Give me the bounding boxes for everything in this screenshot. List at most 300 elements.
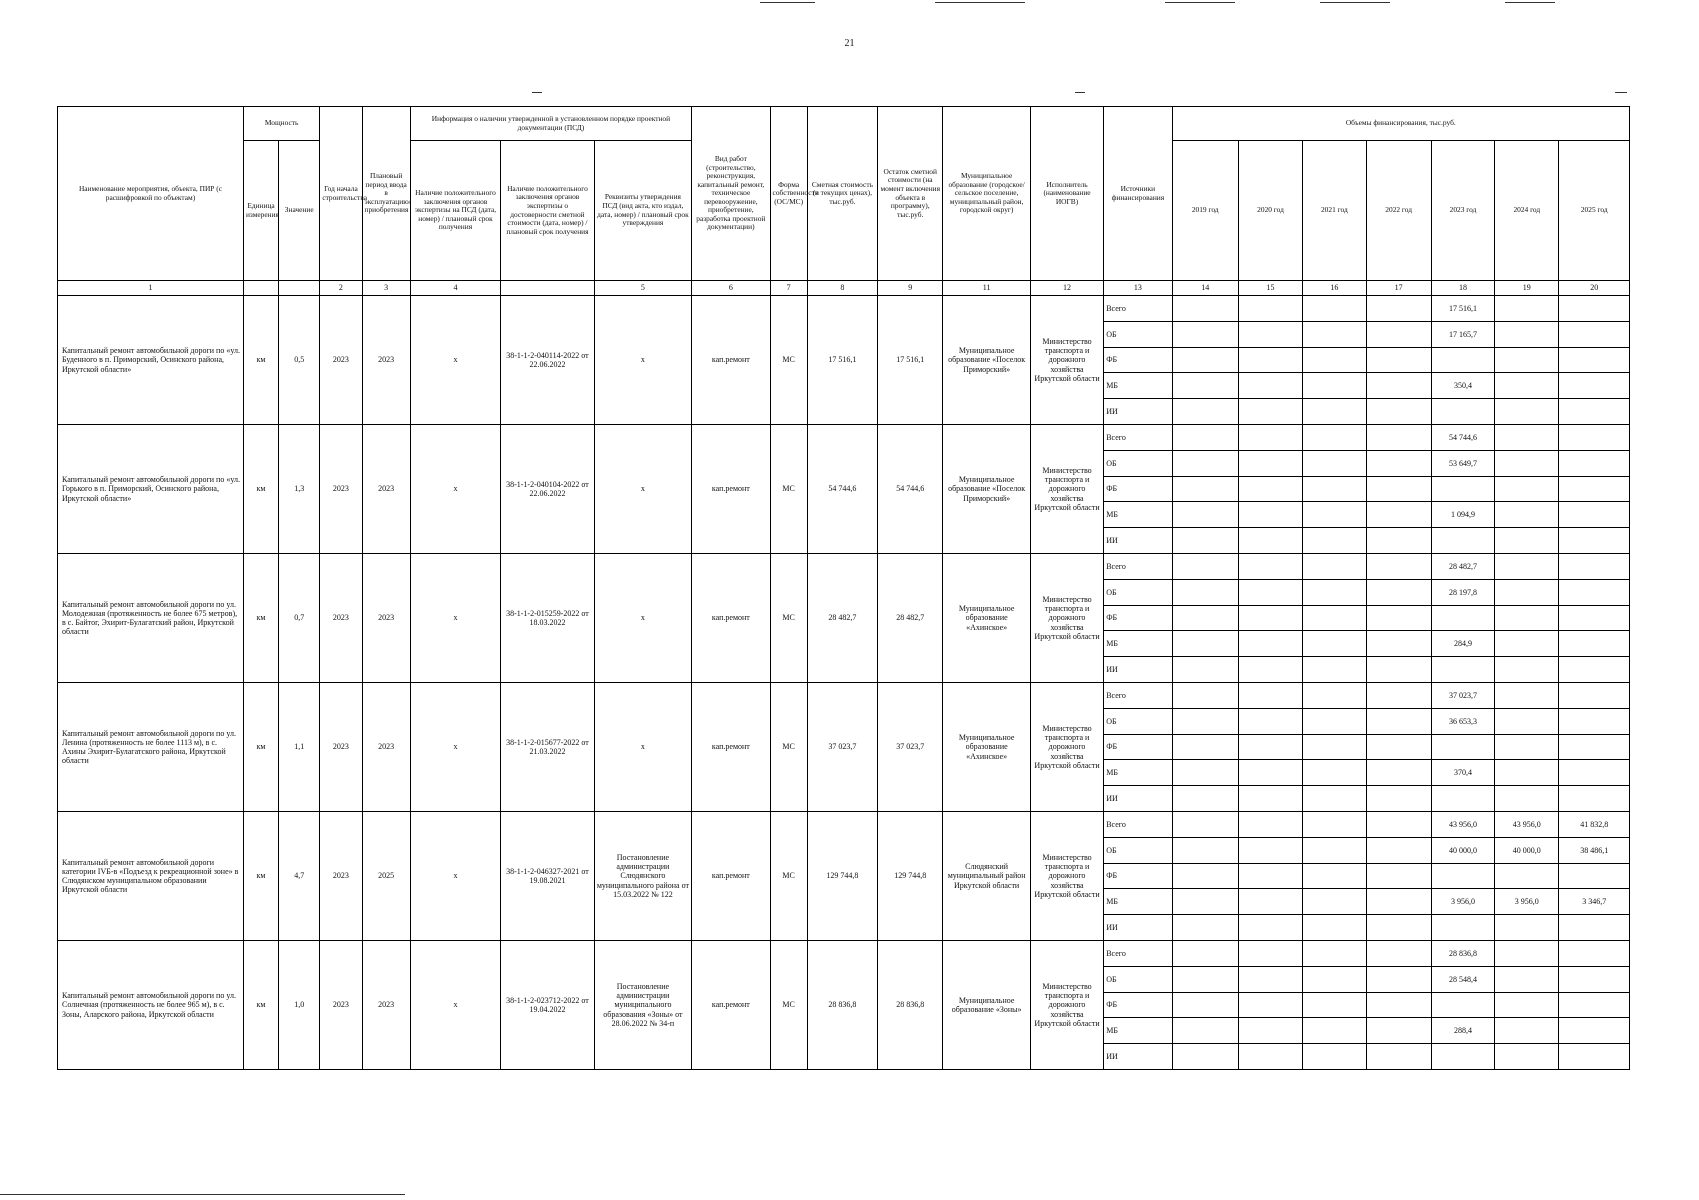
funding-value: 350,4	[1431, 373, 1494, 399]
funding-value	[1172, 296, 1238, 322]
table-row	[58, 940, 1630, 966]
funding-value	[1303, 476, 1366, 502]
funding-value: 40 000,0	[1431, 837, 1494, 863]
object-executor: Министерство транспорта и дорожного хозяйства Иркутской области	[1030, 424, 1103, 553]
funding-value	[1238, 528, 1302, 554]
funding-value	[1172, 450, 1238, 476]
object-ownership: МС	[770, 940, 807, 1069]
object-ownership: МС	[770, 296, 807, 425]
funding-value	[1559, 296, 1630, 322]
funding-value	[1559, 631, 1630, 657]
object-name: Капитальный ремонт автомобильной дороги по ул. Ленина (протяженность не более 1113 м), в с. Ахины Эхирит-Булагатского района, Иркутской области	[58, 682, 244, 811]
object-unit: км	[243, 940, 278, 1069]
funding-value	[1238, 373, 1302, 399]
funding-value	[1366, 579, 1431, 605]
funding-value	[1559, 502, 1630, 528]
object-plan-period: 2025	[362, 811, 410, 940]
funding-value	[1559, 399, 1630, 425]
funding-value	[1238, 579, 1302, 605]
funding-value	[1559, 760, 1630, 786]
header-year: 2025 год	[1559, 141, 1630, 281]
object-executor: Министерство транспорта и дорожного хозяйства Иркутской области	[1030, 940, 1103, 1069]
funding-value	[1172, 1018, 1238, 1044]
object-expertise: х	[410, 940, 500, 1069]
funding-value	[1238, 631, 1302, 657]
scan-mark	[935, 2, 1025, 3]
object-expertise: х	[410, 424, 500, 553]
funding-value	[1559, 734, 1630, 760]
column-number: 2	[320, 281, 362, 296]
header-plan-period: Плановый период ввода в эксплуатацию/приобретения	[362, 107, 410, 281]
funding-value	[1495, 992, 1559, 1018]
funding-value	[1495, 1044, 1559, 1070]
object-cost: 28 836,8	[807, 940, 877, 1069]
funding-value: 17 516,1	[1431, 296, 1494, 322]
object-year-start: 2023	[320, 682, 362, 811]
column-number: 9	[878, 281, 943, 296]
funding-value	[1238, 450, 1302, 476]
funding-value: 53 649,7	[1431, 450, 1494, 476]
column-numbers-row	[58, 281, 1630, 296]
object-cost: 129 744,8	[807, 811, 877, 940]
header-estimate-expertise: Наличие положительного заключения органов экспертизы о достоверности сметной стоимости (дата, номер) / плановый срок получения	[501, 141, 594, 281]
column-number: 14	[1172, 281, 1238, 296]
object-unit: км	[243, 811, 278, 940]
funding-value	[1303, 579, 1366, 605]
object-value: 0,7	[279, 553, 320, 682]
funding-value	[1559, 1044, 1630, 1070]
funding-value: 28 482,7	[1431, 553, 1494, 579]
funding-value	[1366, 605, 1431, 631]
object-year-start: 2023	[320, 940, 362, 1069]
table-row	[58, 553, 1630, 579]
funding-value	[1559, 786, 1630, 812]
funding-value	[1366, 940, 1431, 966]
funding-value	[1495, 863, 1559, 889]
funding-value	[1366, 296, 1431, 322]
object-value: 4,7	[279, 811, 320, 940]
funding-value	[1559, 347, 1630, 373]
header-work-type: Вид работ (строительство, реконструкция, капитальный ремонт, техническое перевооружение, приобретение, разработка проектной документации)	[692, 107, 770, 281]
funding-value	[1559, 1018, 1630, 1044]
funding-value	[1303, 837, 1366, 863]
funding-value	[1495, 966, 1559, 992]
funding-value	[1238, 760, 1302, 786]
funding-source-label: ФБ	[1104, 734, 1172, 760]
funding-value	[1495, 708, 1559, 734]
funding-value	[1172, 373, 1238, 399]
funding-value: 41 832,8	[1559, 811, 1630, 837]
funding-value	[1303, 966, 1366, 992]
funding-value: 54 744,6	[1431, 424, 1494, 450]
funding-value	[1172, 940, 1238, 966]
funding-value	[1559, 863, 1630, 889]
funding-value	[1495, 424, 1559, 450]
funding-value	[1238, 786, 1302, 812]
funding-value	[1559, 553, 1630, 579]
object-value: 0,5	[279, 296, 320, 425]
funding-value: 3 956,0	[1495, 889, 1559, 915]
funding-value	[1559, 605, 1630, 631]
funding-value	[1172, 657, 1238, 683]
funding-source-label: ИИ	[1104, 1044, 1172, 1070]
funding-value	[1495, 476, 1559, 502]
funding-value	[1559, 579, 1630, 605]
object-approval: х	[594, 682, 691, 811]
object-ownership: МС	[770, 553, 807, 682]
scan-mark	[760, 2, 815, 3]
column-number: 3	[362, 281, 410, 296]
object-approval: Постановление администрации Слюдянского муниципального района от 15.03.2022 № 122	[594, 811, 691, 940]
funding-value	[1431, 476, 1494, 502]
object-approval: х	[594, 553, 691, 682]
funding-value	[1366, 915, 1431, 941]
funding-value	[1495, 553, 1559, 579]
funding-value: 28 548,4	[1431, 966, 1494, 992]
header-cost: Сметная стоимость (в текущих ценах), тыс.руб.	[807, 107, 877, 281]
funding-value	[1303, 708, 1366, 734]
object-municipality: Слюдянский муниципальный район Иркутской области	[943, 811, 1030, 940]
object-value: 1,0	[279, 940, 320, 1069]
funding-value	[1431, 347, 1494, 373]
object-work-type: кап.ремонт	[692, 940, 770, 1069]
funding-value	[1303, 502, 1366, 528]
scan-mark	[1165, 2, 1235, 3]
funding-value	[1431, 734, 1494, 760]
funding-value: 1 094,9	[1431, 502, 1494, 528]
object-remaining: 54 744,6	[878, 424, 943, 553]
funding-value	[1366, 631, 1431, 657]
funding-value	[1238, 424, 1302, 450]
funding-value	[1303, 605, 1366, 631]
funding-value	[1303, 424, 1366, 450]
header-year: 2023 год	[1431, 141, 1494, 281]
funding-source-label: ОБ	[1104, 708, 1172, 734]
object-municipality: Муниципальное образование «Поселок Приморский»	[943, 424, 1030, 553]
funding-value	[1172, 476, 1238, 502]
funding-value	[1238, 708, 1302, 734]
funding-value	[1238, 734, 1302, 760]
header-year: 2022 год	[1366, 141, 1431, 281]
funding-value	[1303, 399, 1366, 425]
funding-source-label: МБ	[1104, 889, 1172, 915]
object-year-start: 2023	[320, 424, 362, 553]
funding-source-label: МБ	[1104, 373, 1172, 399]
funding-source-label: ФБ	[1104, 992, 1172, 1018]
header-year: 2021 год	[1303, 141, 1366, 281]
funding-value	[1559, 321, 1630, 347]
funding-source-label: ОБ	[1104, 837, 1172, 863]
funding-value	[1238, 992, 1302, 1018]
funding-value	[1172, 889, 1238, 915]
funding-value	[1303, 321, 1366, 347]
funding-source-label: Всего	[1104, 424, 1172, 450]
object-ownership: МС	[770, 811, 807, 940]
funding-value	[1172, 837, 1238, 863]
header-year: 2019 год	[1172, 141, 1238, 281]
funding-value: 37 023,7	[1431, 682, 1494, 708]
object-name: Капитальный ремонт автомобильной дороги по ул. Солнечная (протяженность не более 965 м), в с. Зоны, Аларского района, Иркутской области	[58, 940, 244, 1069]
funding-value	[1238, 657, 1302, 683]
funding-value	[1238, 553, 1302, 579]
funding-value	[1366, 760, 1431, 786]
object-cost: 17 516,1	[807, 296, 877, 425]
header-approval: Реквизиты утверждения ПСД (вид акта, кто издал, дата, номер) / плановый срок утверждения	[594, 141, 691, 281]
funding-value	[1172, 399, 1238, 425]
funding-value	[1366, 373, 1431, 399]
funding-source-label: ФБ	[1104, 605, 1172, 631]
object-remaining: 129 744,8	[878, 811, 943, 940]
funding-value: 36 653,3	[1431, 708, 1494, 734]
funding-value	[1366, 553, 1431, 579]
funding-source-label: Всего	[1104, 811, 1172, 837]
funding-value	[1366, 502, 1431, 528]
column-number: 5	[594, 281, 691, 296]
funding-value	[1172, 579, 1238, 605]
funding-value	[1238, 296, 1302, 322]
object-plan-period: 2023	[362, 553, 410, 682]
object-expertise: х	[410, 296, 500, 425]
object-unit: км	[243, 296, 278, 425]
funding-value	[1495, 657, 1559, 683]
funding-value	[1431, 528, 1494, 554]
column-number: 16	[1303, 281, 1366, 296]
object-year-start: 2023	[320, 553, 362, 682]
scan-mark	[1320, 2, 1390, 3]
funding-source-label: Всего	[1104, 553, 1172, 579]
object-cost: 54 744,6	[807, 424, 877, 553]
object-plan-period: 2023	[362, 682, 410, 811]
funding-value	[1366, 347, 1431, 373]
column-number: 20	[1559, 281, 1630, 296]
header-year: 2020 год	[1238, 141, 1302, 281]
funding-value	[1495, 682, 1559, 708]
funding-value: 284,9	[1431, 631, 1494, 657]
column-number: 7	[770, 281, 807, 296]
object-name: Капитальный ремонт автомобильной дороги по «ул. Горького в п. Приморский, Осинского района, Иркутской области»	[58, 424, 244, 553]
column-number: 19	[1495, 281, 1559, 296]
funding-source-label: ОБ	[1104, 966, 1172, 992]
funding-value	[1303, 734, 1366, 760]
object-municipality: Муниципальное образование «Поселок Приморский»	[943, 296, 1030, 425]
funding-value	[1238, 811, 1302, 837]
funding-value	[1172, 682, 1238, 708]
column-number: 1	[58, 281, 244, 296]
column-number	[243, 281, 278, 296]
object-municipality: Муниципальное образование «Ахинское»	[943, 553, 1030, 682]
funding-value	[1172, 811, 1238, 837]
funding-value	[1366, 476, 1431, 502]
object-remaining: 37 023,7	[878, 682, 943, 811]
object-work-type: кап.ремонт	[692, 553, 770, 682]
column-number: 11	[943, 281, 1030, 296]
header-year: 2024 год	[1495, 141, 1559, 281]
column-number: 6	[692, 281, 770, 296]
funding-value	[1172, 347, 1238, 373]
funding-source-label: ИИ	[1104, 915, 1172, 941]
funding-value	[1172, 760, 1238, 786]
object-estimate-expertise: 38-1-1-2-015259-2022 от 18.03.2022	[501, 553, 594, 682]
table-row	[58, 296, 1630, 322]
object-remaining: 28 836,8	[878, 940, 943, 1069]
funding-value	[1495, 579, 1559, 605]
object-cost: 37 023,7	[807, 682, 877, 811]
funding-source-label: МБ	[1104, 502, 1172, 528]
funding-value	[1559, 476, 1630, 502]
object-expertise: х	[410, 553, 500, 682]
funding-value: 43 956,0	[1431, 811, 1494, 837]
funding-value	[1495, 321, 1559, 347]
object-executor: Министерство транспорта и дорожного хозяйства Иркутской области	[1030, 811, 1103, 940]
funding-value	[1238, 940, 1302, 966]
object-remaining: 17 516,1	[878, 296, 943, 425]
funding-value	[1495, 760, 1559, 786]
header-ownership: Форма собственности (ОС/МС)	[770, 107, 807, 281]
column-number: 17	[1366, 281, 1431, 296]
funding-source-label: ОБ	[1104, 579, 1172, 605]
object-approval: х	[594, 424, 691, 553]
funding-source-label: ФБ	[1104, 476, 1172, 502]
object-ownership: МС	[770, 682, 807, 811]
funding-source-label: Всего	[1104, 296, 1172, 322]
funding-value	[1303, 631, 1366, 657]
column-number: 4	[410, 281, 500, 296]
funding-value	[1559, 450, 1630, 476]
funding-value	[1495, 502, 1559, 528]
object-estimate-expertise: 38-1-1-2-040104-2022 от 22.06.2022	[501, 424, 594, 553]
funding-value	[1495, 1018, 1559, 1044]
object-executor: Министерство транспорта и дорожного хозяйства Иркутской области	[1030, 553, 1103, 682]
object-executor: Министерство транспорта и дорожного хозяйства Иркутской области	[1030, 682, 1103, 811]
funding-value	[1238, 1044, 1302, 1070]
funding-value	[1366, 1044, 1431, 1070]
header-municipality: Муниципальное образование (городское/сельское поселение, муниципальный район, городской округ)	[943, 107, 1030, 281]
funding-source-label: ОБ	[1104, 321, 1172, 347]
funding-value	[1172, 528, 1238, 554]
funding-value	[1303, 811, 1366, 837]
object-unit: км	[243, 424, 278, 553]
object-value: 1,3	[279, 424, 320, 553]
funding-value	[1431, 915, 1494, 941]
object-unit: км	[243, 553, 278, 682]
object-name: Капитальный ремонт автомобильной дороги по ул. Молодежная (протяженность не более 675 метров), в с. Байтог, Эхирит-Булагатский район, Иркутской области	[58, 553, 244, 682]
funding-value	[1431, 657, 1494, 683]
object-executor: Министерство транспорта и дорожного хозяйства Иркутской области	[1030, 296, 1103, 425]
scan-mark	[1075, 92, 1085, 93]
funding-value	[1172, 605, 1238, 631]
object-estimate-expertise: 38-1-1-2-023712-2022 от 19.04.2022	[501, 940, 594, 1069]
funding-source-label: МБ	[1104, 631, 1172, 657]
funding-value	[1366, 992, 1431, 1018]
funding-value	[1303, 528, 1366, 554]
funding-value	[1238, 399, 1302, 425]
funding-source-label: Всего	[1104, 682, 1172, 708]
funding-value	[1495, 631, 1559, 657]
funding-value	[1366, 1018, 1431, 1044]
object-year-start: 2023	[320, 811, 362, 940]
object-name: Капитальный ремонт автомобильной дороги по «ул. Буденного в п. Приморский, Осинского района, Иркутской области»	[58, 296, 244, 425]
header-power: Мощность	[243, 107, 319, 141]
funding-value	[1238, 915, 1302, 941]
funding-value	[1366, 424, 1431, 450]
funding-value	[1303, 347, 1366, 373]
funding-value	[1495, 734, 1559, 760]
funding-value	[1366, 321, 1431, 347]
object-expertise: х	[410, 811, 500, 940]
funding-source-label: ИИ	[1104, 657, 1172, 683]
funding-value: 3 346,7	[1559, 889, 1630, 915]
object-municipality: Муниципальное образование «Зоны»	[943, 940, 1030, 1069]
funding-value	[1559, 708, 1630, 734]
funding-value	[1303, 760, 1366, 786]
funding-value	[1172, 786, 1238, 812]
scan-mark	[1615, 92, 1627, 93]
funding-value	[1303, 1044, 1366, 1070]
funding-value	[1238, 889, 1302, 915]
column-number: 18	[1431, 281, 1494, 296]
funding-value	[1366, 786, 1431, 812]
funding-value	[1495, 915, 1559, 941]
funding-value	[1303, 992, 1366, 1018]
funding-value	[1366, 450, 1431, 476]
object-cost: 28 482,7	[807, 553, 877, 682]
funding-value	[1495, 296, 1559, 322]
header-name: Наименование мероприятия, объекта, ПИР (с расшифровкой по объектам)	[58, 107, 244, 281]
column-number: 15	[1238, 281, 1302, 296]
funding-value	[1303, 450, 1366, 476]
funding-value	[1431, 992, 1494, 1018]
funding-value	[1172, 424, 1238, 450]
funding-value	[1559, 424, 1630, 450]
funding-value	[1366, 889, 1431, 915]
object-year-start: 2023	[320, 296, 362, 425]
object-expertise: х	[410, 682, 500, 811]
funding-value	[1172, 502, 1238, 528]
object-ownership: МС	[770, 424, 807, 553]
table-row	[58, 811, 1630, 837]
funding-value	[1238, 682, 1302, 708]
funding-value: 28 836,8	[1431, 940, 1494, 966]
funding-value	[1559, 657, 1630, 683]
funding-value: 40 000,0	[1495, 837, 1559, 863]
table-row	[58, 424, 1630, 450]
funding-value: 288,4	[1431, 1018, 1494, 1044]
funding-value	[1431, 399, 1494, 425]
funding-value: 3 956,0	[1431, 889, 1494, 915]
funding-value	[1172, 321, 1238, 347]
funding-value	[1303, 889, 1366, 915]
funding-value	[1238, 476, 1302, 502]
funding-value	[1303, 296, 1366, 322]
funding-value	[1172, 631, 1238, 657]
object-remaining: 28 482,7	[878, 553, 943, 682]
financing-table	[57, 106, 1630, 1070]
column-number: 8	[807, 281, 877, 296]
object-work-type: кап.ремонт	[692, 296, 770, 425]
funding-value	[1238, 837, 1302, 863]
object-plan-period: 2023	[362, 424, 410, 553]
funding-value	[1366, 734, 1431, 760]
funding-value	[1303, 863, 1366, 889]
object-plan-period: 2023	[362, 296, 410, 425]
funding-value	[1238, 1018, 1302, 1044]
object-name: Капитальный ремонт автомобильной дороги категории IVБ-в «Подъезд к рекреационной зоне» в Слюдянском муниципальном образовании Иркутской области	[58, 811, 244, 940]
funding-value	[1172, 1044, 1238, 1070]
funding-value	[1172, 863, 1238, 889]
funding-value: 28 197,8	[1431, 579, 1494, 605]
column-number	[501, 281, 594, 296]
funding-value	[1366, 399, 1431, 425]
